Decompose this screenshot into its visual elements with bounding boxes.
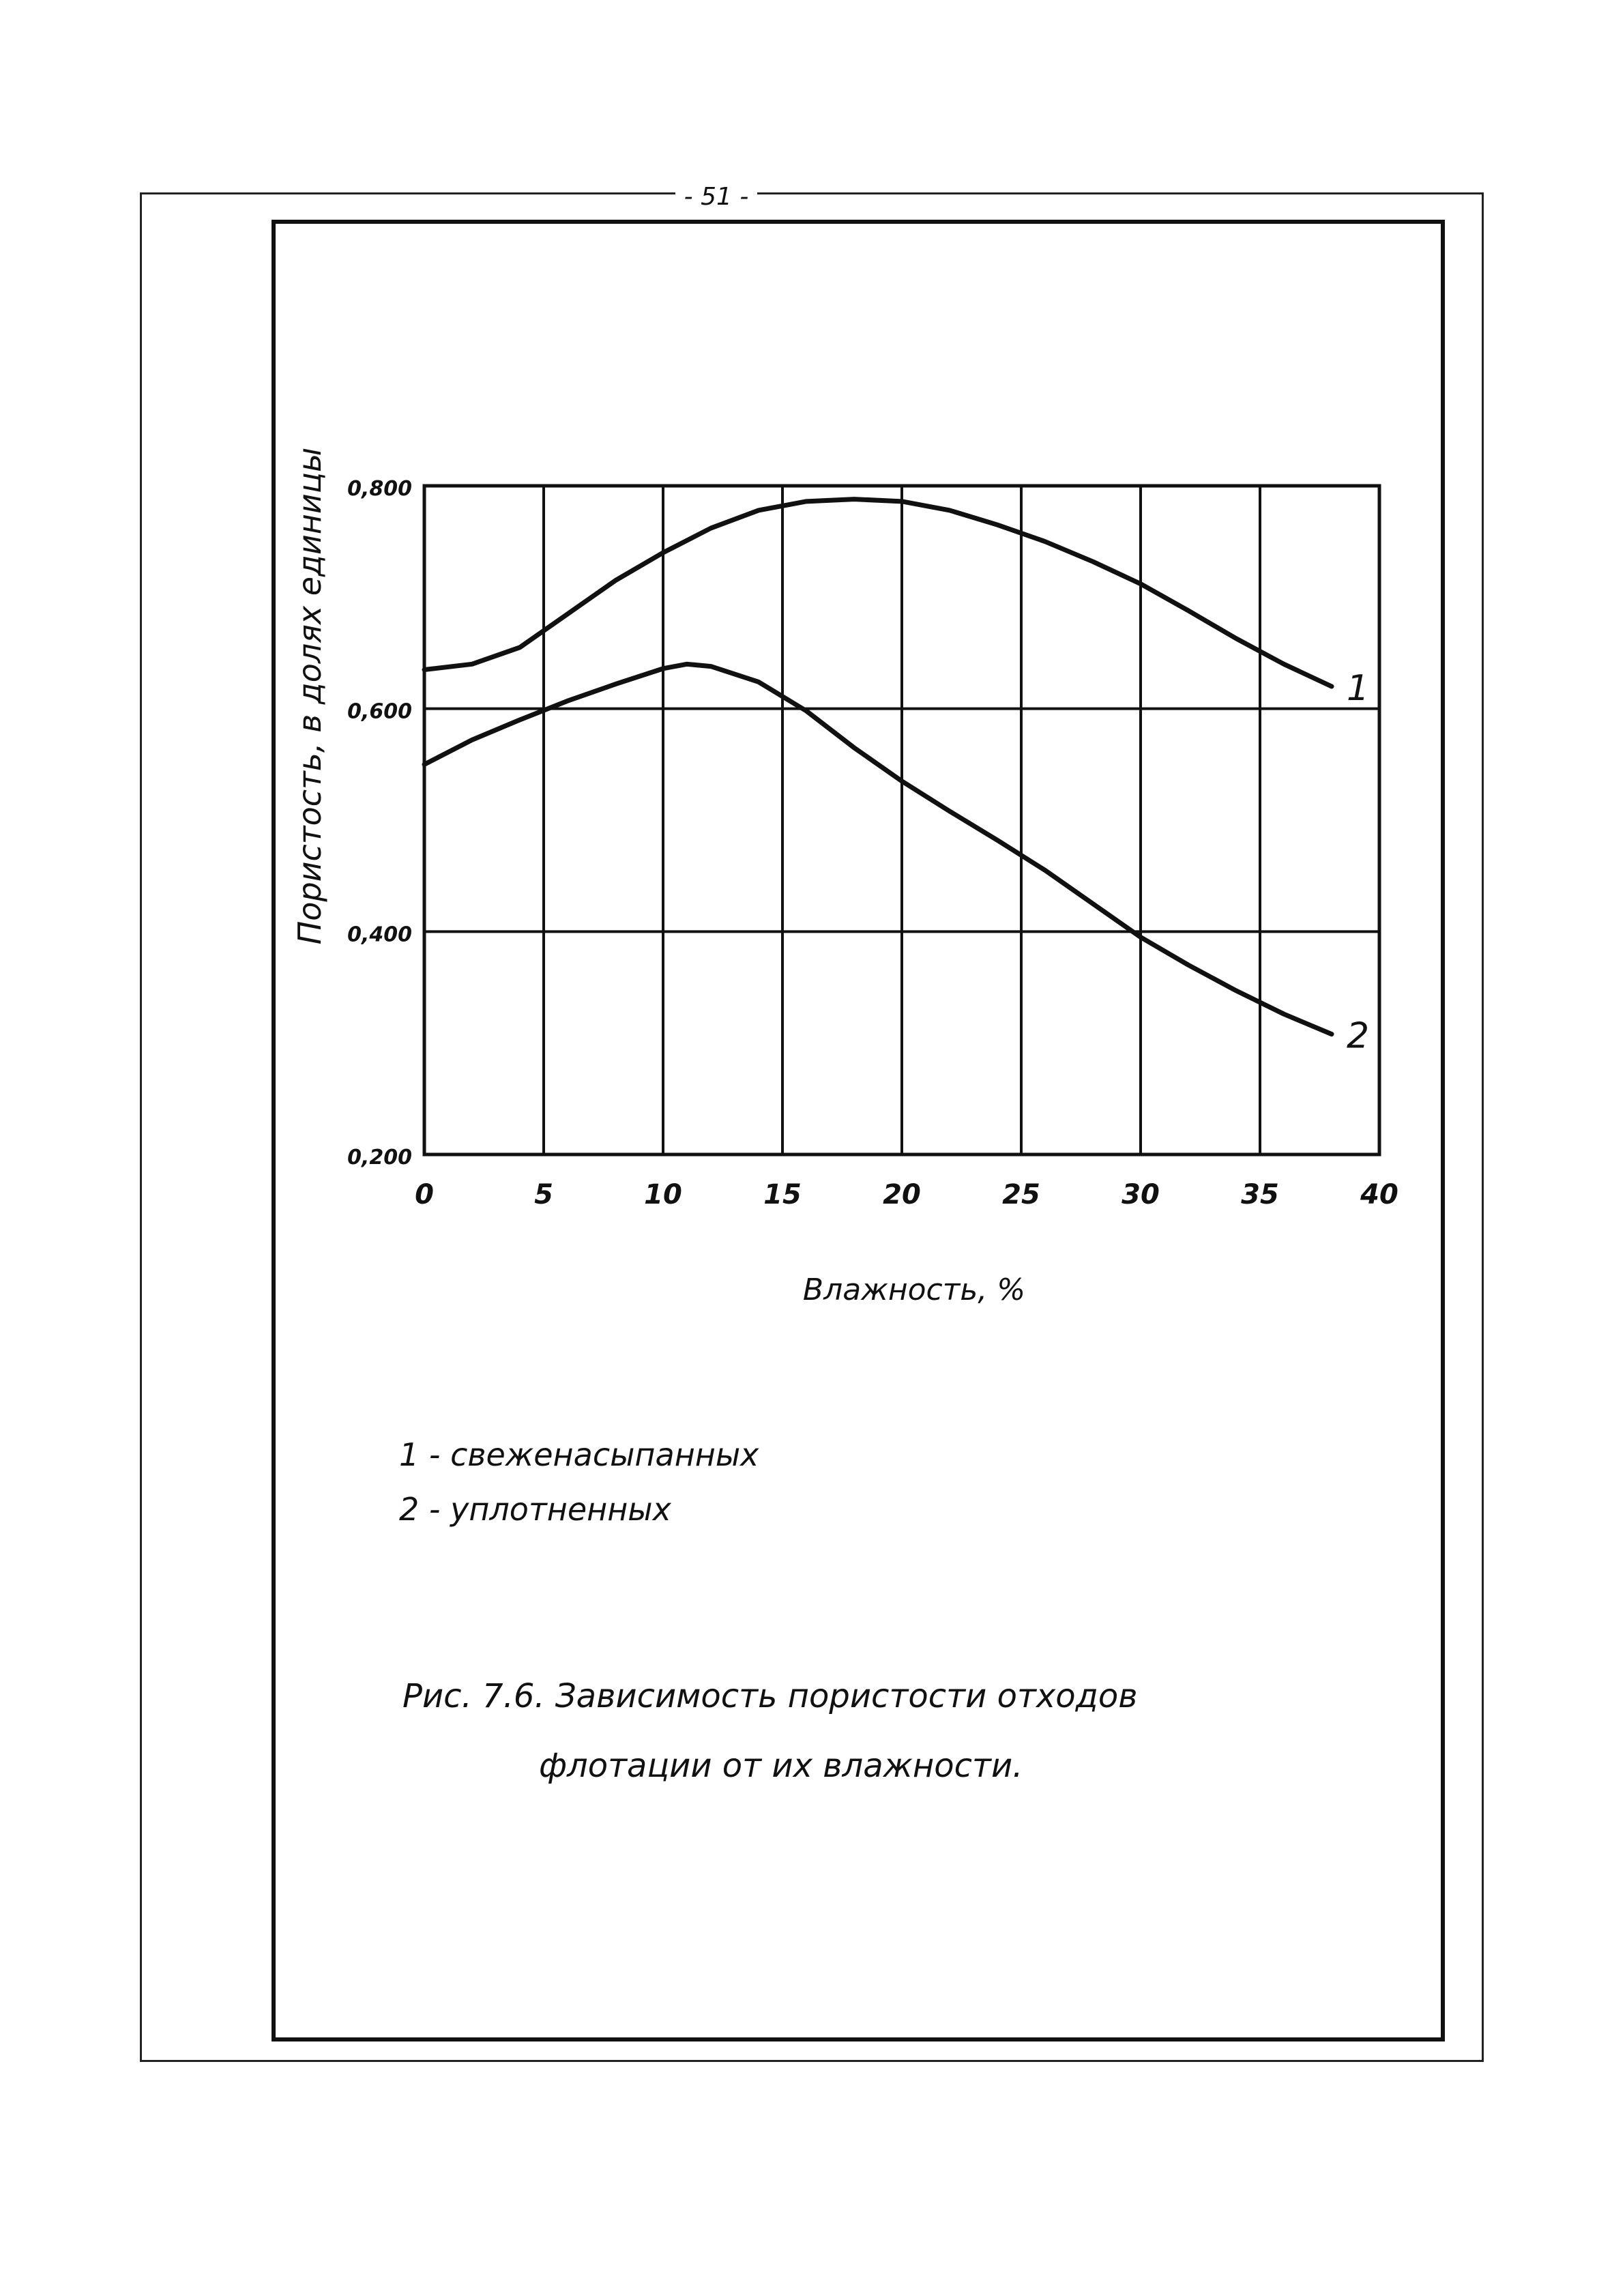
legend-item-2: 2 - уплотненных — [399, 1491, 671, 1528]
x-tick-label: 5 — [534, 1179, 553, 1210]
x-tick-label: 15 — [763, 1179, 802, 1210]
x-tick-label: 20 — [883, 1179, 921, 1210]
grid — [424, 486, 1379, 1154]
page-number: - 51 - — [675, 183, 757, 211]
x-tick-label: 35 — [1241, 1179, 1279, 1210]
y-axis-label: Пористость, в долях единицы — [291, 447, 328, 945]
y-tick-label: 0,800 — [347, 477, 412, 501]
x-tick-label: 30 — [1122, 1179, 1160, 1210]
series-label-2: 2 — [1347, 1015, 1370, 1057]
series-label-1: 1 — [1347, 668, 1370, 709]
y-tick-label: 0,600 — [347, 699, 412, 724]
figure-caption-line-2: флотации от их влажности. — [539, 1747, 1023, 1785]
x-tick-label: 25 — [1002, 1179, 1040, 1210]
x-axis-label: Влажность, % — [802, 1273, 1026, 1307]
series — [424, 499, 1369, 1057]
y-tick-label: 0,400 — [347, 922, 412, 947]
tick-labels — [347, 477, 1398, 1210]
series-line-2 — [424, 664, 1332, 1034]
legend-item-1: 1 - свеженасыпанных — [399, 1436, 759, 1473]
series-line-1 — [424, 499, 1332, 686]
y-tick-label: 0,200 — [347, 1146, 412, 1169]
x-tick-label: 0 — [415, 1179, 434, 1210]
x-tick-label: 40 — [1360, 1179, 1398, 1210]
x-tick-label: 10 — [644, 1179, 682, 1210]
figure-caption-line-1: Рис. 7.6. Зависимость пористости отходов — [402, 1677, 1138, 1715]
